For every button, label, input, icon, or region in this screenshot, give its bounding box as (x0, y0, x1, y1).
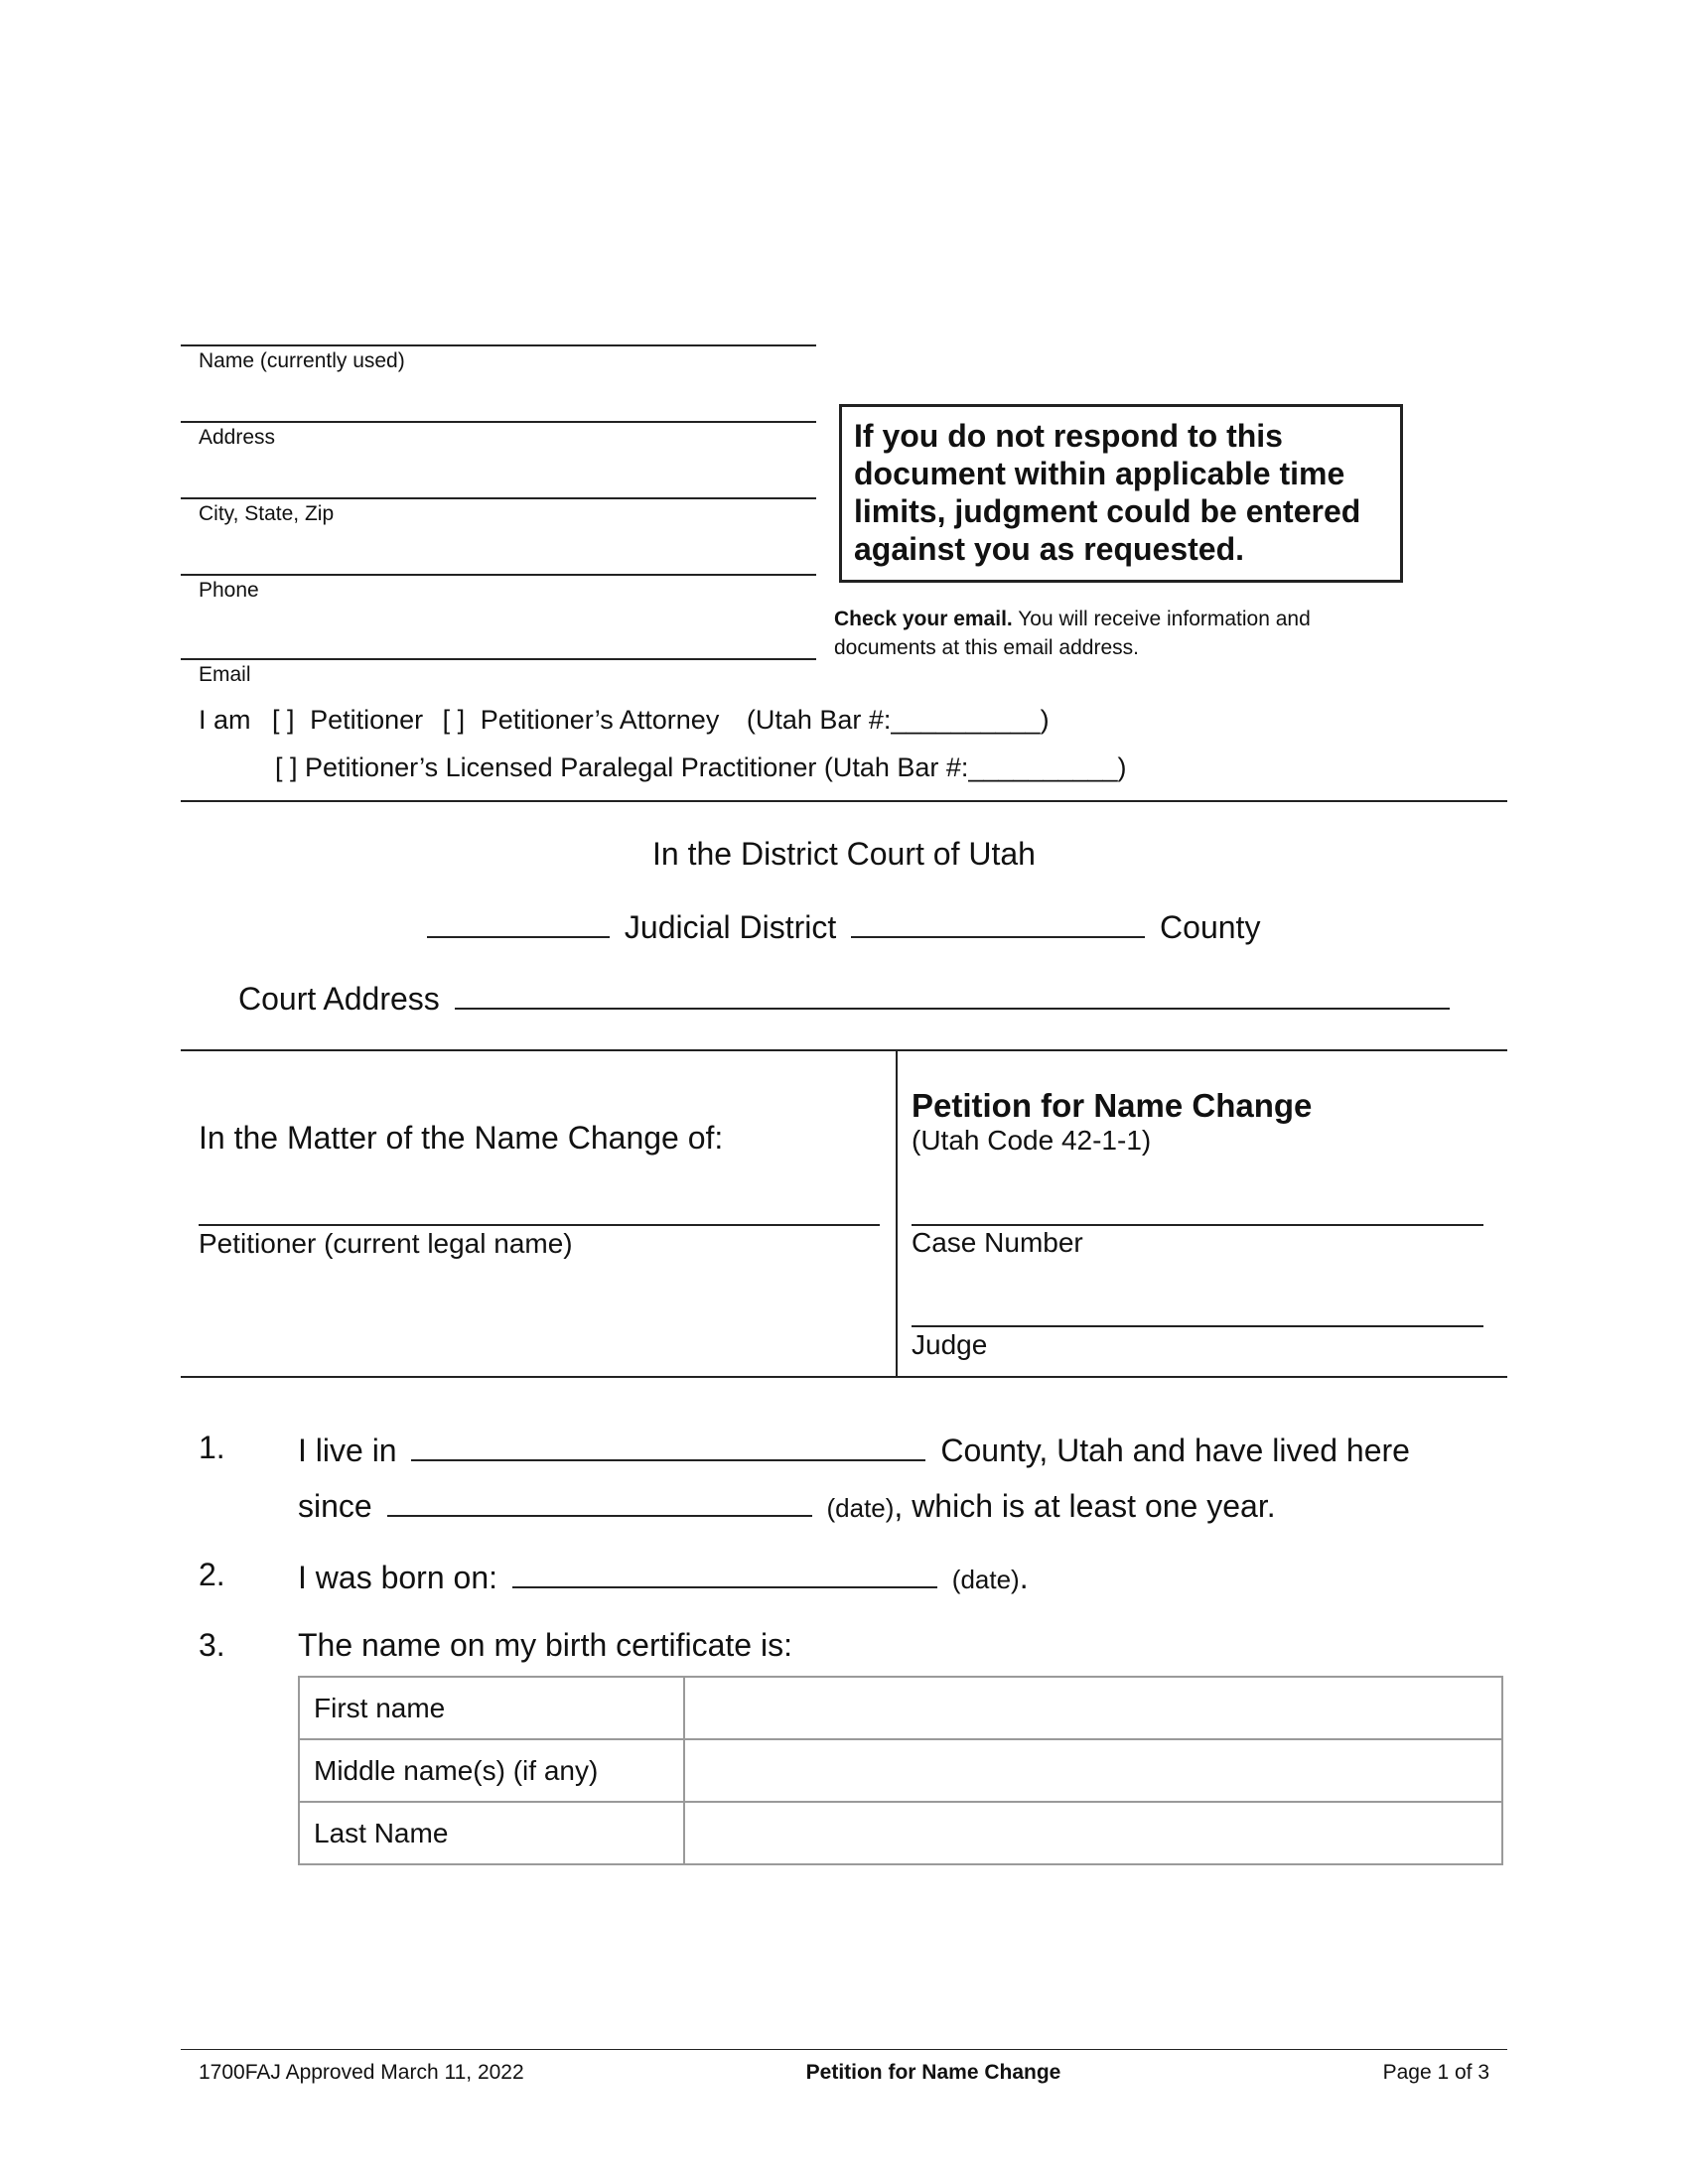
item-2-lead: I was born on: (298, 1560, 497, 1595)
item-1-line-1 (298, 1430, 1410, 1469)
footer-line (181, 2049, 1507, 2050)
email-line (181, 658, 816, 660)
item-1-line-2 (298, 1485, 1276, 1525)
address-line (181, 421, 816, 423)
residence-date-hint: (date) (826, 1493, 895, 1523)
petitioner-name-line[interactable] (199, 1224, 880, 1226)
attorney-bar-number[interactable]: (Utah Bar #:__________) (746, 705, 1050, 735)
last-name-label: Last Name (299, 1802, 684, 1864)
item-2-number: 2. (199, 1557, 225, 1592)
case-number-line[interactable] (912, 1224, 1483, 1226)
i-am-label: I am (199, 705, 251, 735)
email-notice (834, 605, 1430, 662)
item-1-lead: I live in (298, 1433, 397, 1468)
matter-heading: In the Matter of the Name Change of: (199, 1120, 724, 1156)
last-name-field[interactable] (684, 1802, 1502, 1864)
court-title: In the District Court of Utah (652, 836, 1036, 872)
document-title: Petition for Name Change (912, 1087, 1313, 1124)
table-row (299, 1802, 1502, 1864)
role-line-2 (275, 752, 1127, 783)
email-notice-line2: documents at this email address. (834, 636, 1139, 659)
statute-reference: (Utah Code 42-1-1) (912, 1125, 1152, 1156)
city-label: City, State, Zip (199, 502, 335, 525)
middle-name-label: Middle name(s) (if any) (299, 1739, 684, 1802)
judge-line[interactable] (912, 1325, 1483, 1327)
judicial-district-label: Judicial District (624, 909, 837, 945)
middle-name-field[interactable] (684, 1739, 1502, 1802)
birth-name-table (298, 1676, 1503, 1865)
phone-label: Phone (199, 579, 259, 602)
court-address-label: Court Address (238, 981, 440, 1017)
item-3-text: The name on my birth certificate is: (298, 1627, 792, 1663)
first-name-field[interactable] (684, 1677, 1502, 1739)
phone-line (181, 574, 816, 576)
table-row (299, 1739, 1502, 1802)
paralegal-option: Petitioner’s Licensed Paralegal Practitioner (Utah Bar #:__________) (305, 752, 1127, 782)
county-residence-blank[interactable] (411, 1430, 925, 1461)
item-1-since: since (298, 1488, 372, 1524)
role-line-1 (199, 705, 1050, 736)
district-blank[interactable] (427, 906, 610, 938)
city-line (181, 497, 816, 499)
birth-date-hint: (date) (951, 1565, 1020, 1594)
item-1-county-text: County, Utah and have lived here (940, 1433, 1410, 1468)
item-1-number: 1. (199, 1430, 225, 1465)
court-address-line (238, 978, 1450, 1018)
birth-date-blank[interactable] (512, 1557, 937, 1588)
item-3-number: 3. (199, 1627, 225, 1663)
header-divider (181, 800, 1507, 802)
name-line (181, 344, 816, 346)
petitioner-option: Petitioner (310, 705, 424, 735)
email-notice-bold: Check your email. (834, 608, 1013, 630)
county-label: County (1160, 909, 1261, 945)
caption-divider (896, 1049, 898, 1377)
petitioner-checkbox[interactable]: [ ] (272, 705, 295, 735)
table-row (299, 1677, 1502, 1739)
item-2-line (298, 1557, 1029, 1596)
district-line (427, 906, 1260, 946)
judge-label: Judge (912, 1329, 988, 1360)
email-notice-rest: You will receive information and (1018, 608, 1311, 630)
footer-title: Petition for Name Change (805, 2061, 1061, 2084)
caption-bottom-line (181, 1376, 1507, 1378)
county-blank[interactable] (851, 906, 1145, 938)
name-label: Name (currently used) (199, 349, 405, 372)
petitioner-name-label: Petitioner (current legal name) (199, 1228, 573, 1259)
first-name-label: First name (299, 1677, 684, 1739)
case-number-label: Case Number (912, 1227, 1083, 1258)
attorney-checkbox[interactable]: [ ] (442, 705, 466, 735)
item-2-end: . (1019, 1560, 1029, 1595)
paralegal-checkbox[interactable]: [ ] (275, 752, 298, 782)
court-address-blank[interactable] (455, 978, 1450, 1010)
footer-form-id: 1700FAJ Approved March 11, 2022 (199, 2061, 524, 2084)
footer-page-number: Page 1 of 3 (1382, 2061, 1489, 2084)
attorney-option: Petitioner’s Attorney (480, 705, 720, 735)
address-label: Address (199, 426, 276, 449)
residence-date-blank[interactable] (387, 1485, 812, 1517)
caption-top-line (181, 1049, 1507, 1051)
email-label: Email (199, 663, 251, 686)
item-1-tail: , which is at least one year. (894, 1488, 1276, 1524)
warning-box: If you do not respond to this document within applicable time limits, judgment could be entered against you as requested. (839, 404, 1403, 583)
